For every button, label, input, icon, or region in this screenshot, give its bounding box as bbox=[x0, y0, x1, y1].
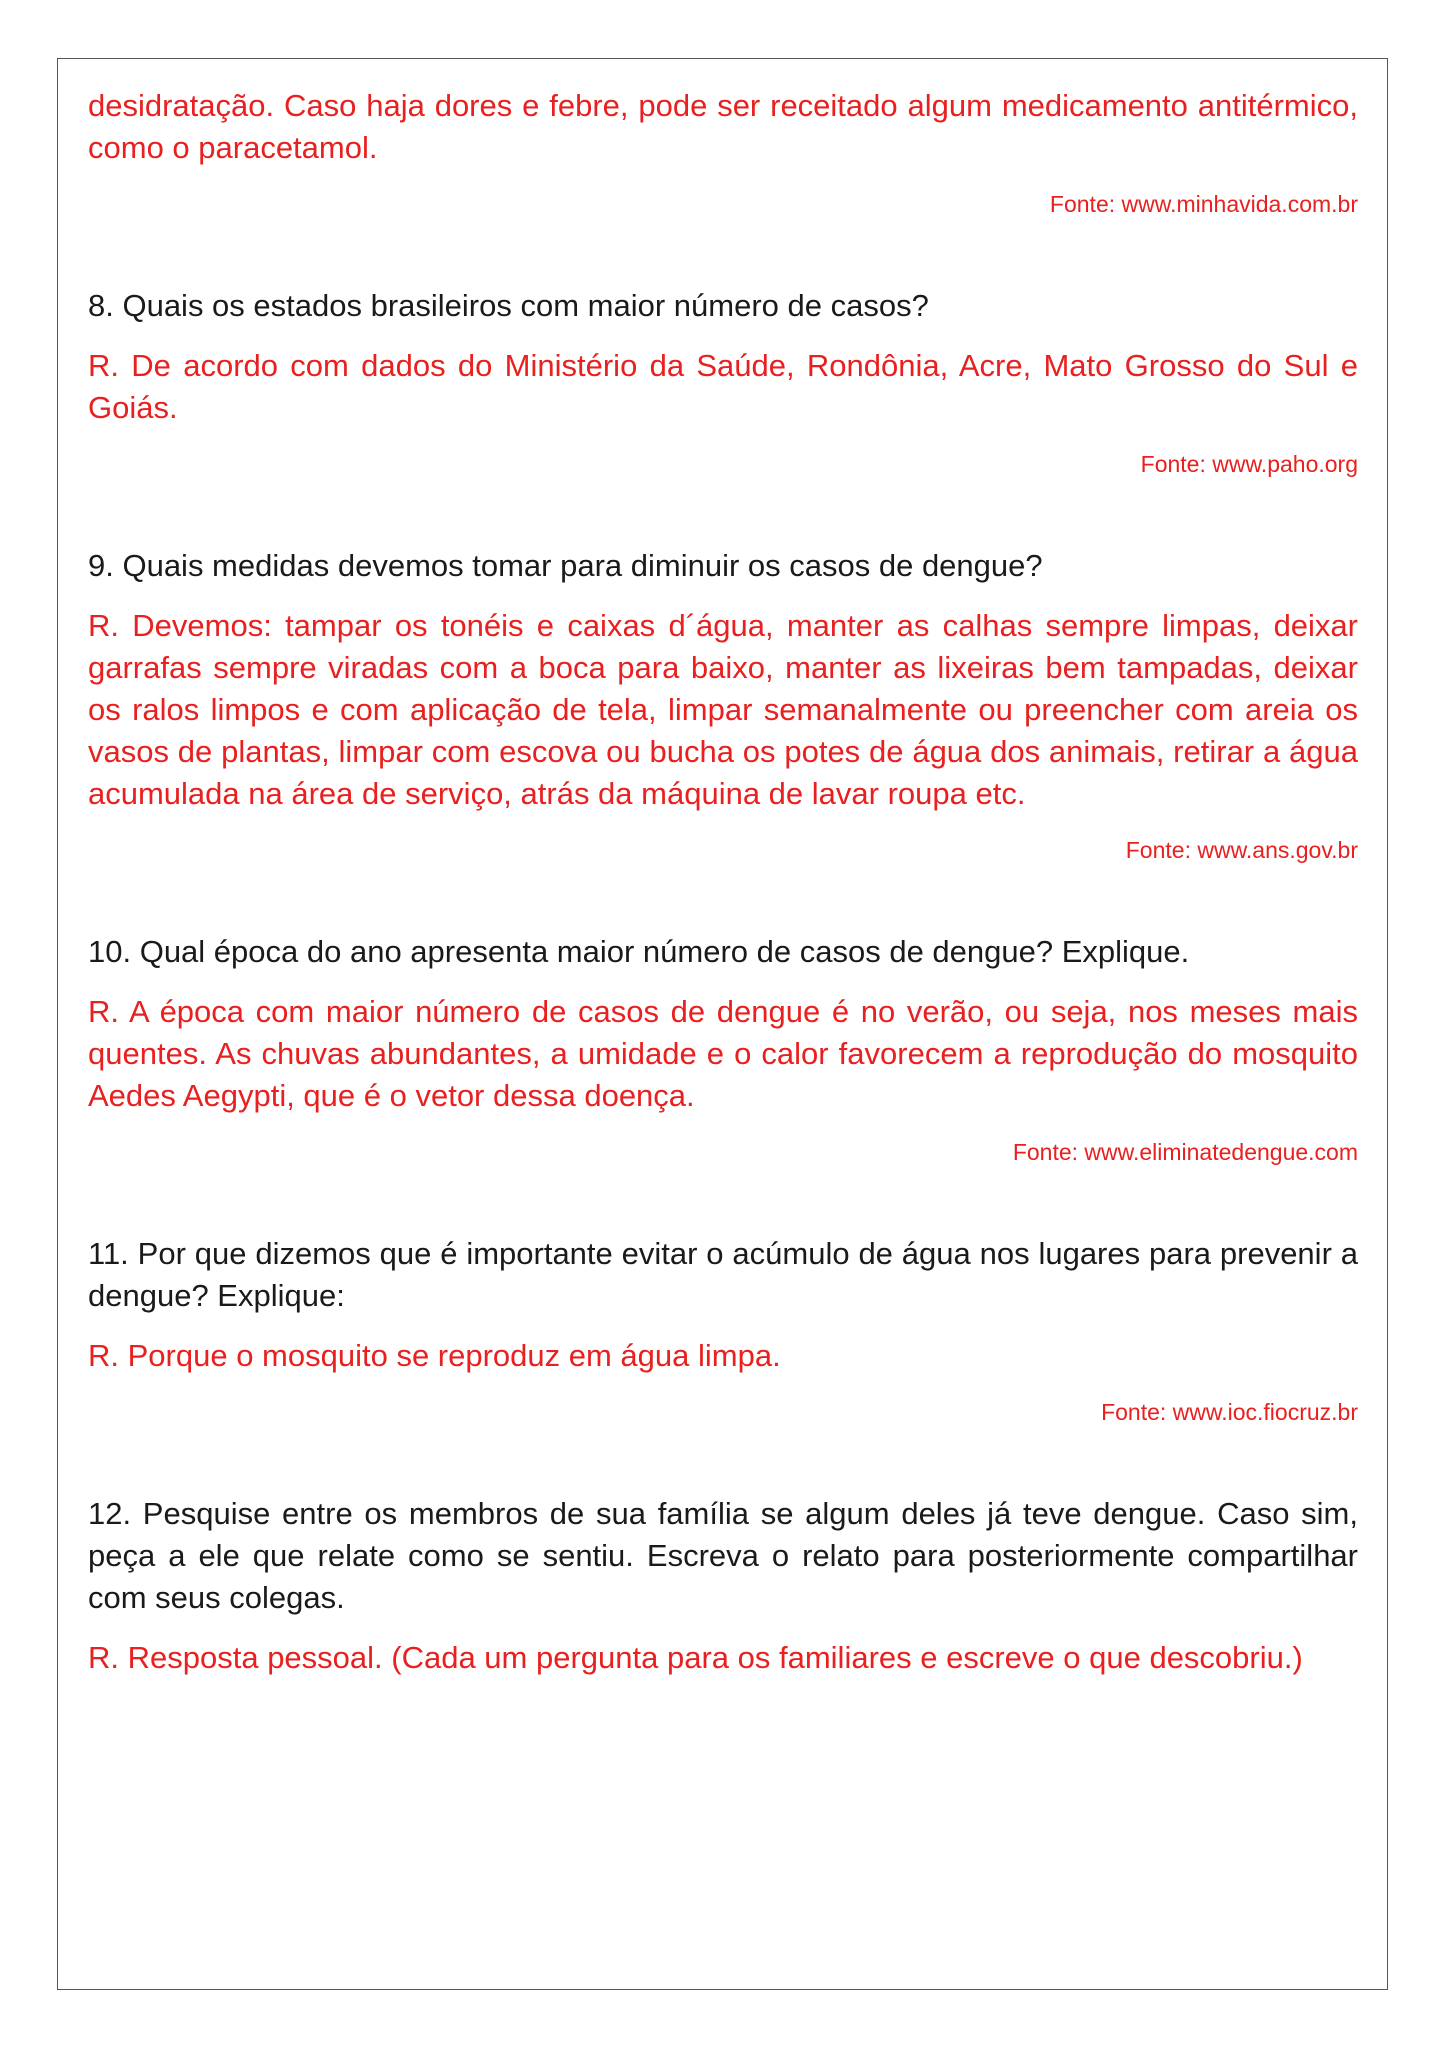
source-10: Fonte: www.eliminatedengue.com bbox=[1012, 1139, 1358, 1165]
answer-11: R. Porque o mosquito se reproduz em água limpa. bbox=[88, 1338, 781, 1373]
source-8: Fonte: www.paho.org bbox=[1140, 451, 1358, 477]
answer-12: R. Resposta pessoal. (Cada um pergunta para os familiares e escreve o que descobriu.) bbox=[88, 1640, 1303, 1675]
answer-8: R. De acordo com dados do Ministério da Saúde, Rondônia, Acre, Mato Grosso do Sul e Goiás. bbox=[88, 348, 1358, 425]
source-7: Fonte: www.minhavida.com.br bbox=[1049, 191, 1358, 217]
question-12: 12. Pesquise entre os membros de sua família se algum deles já teve dengue. Caso sim, peça a ele que relate como se sentiu. Escreva o relato para posteriormente compartilhar com seus colegas. bbox=[88, 1496, 1358, 1615]
answer-7-continuation: desidratação. Caso haja dores e febre, pode ser receitado algum medicamento antitérmico, como o paracetamol. bbox=[88, 88, 1358, 165]
source-11: Fonte: www.ioc.fiocruz.br bbox=[1101, 1399, 1358, 1425]
question-9: 9. Quais medidas devemos tomar para diminuir os casos de dengue? bbox=[88, 548, 1043, 583]
source-9: Fonte: www.ans.gov.br bbox=[1125, 837, 1358, 863]
answer-9: R. Devemos: tampar os tonéis e caixas d´água, manter as calhas sempre limpas, deixar garrafas sempre viradas com a boca para baixo, manter as lixeiras bem tampadas, deixar os ralos limpos e com aplicação de tela, limpar semanalmente ou preencher com areia os vasos de plantas, limpar com escova ou bucha os potes de água dos animais, retirar a água acumulada na área de serviço, atrás da máquina de lavar roupa etc. bbox=[88, 608, 1358, 811]
question-11: 11. Por que dizemos que é importante evitar o acúmulo de água nos lugares para prevenir a dengue? Explique: bbox=[88, 1236, 1358, 1313]
worksheet-content bbox=[88, 85, 1358, 1679]
answer-10: R. A época com maior número de casos de dengue é no verão, ou seja, nos meses mais quentes. As chuvas abundantes, a umidade e o calor favorecem a reprodução do mosquito Aedes Aegypti, que é o vetor dessa doença. bbox=[88, 994, 1358, 1113]
question-10: 10. Qual época do ano apresenta maior número de casos de dengue? Explique. bbox=[88, 934, 1190, 969]
question-8: 8. Quais os estados brasileiros com maior número de casos? bbox=[88, 288, 929, 323]
